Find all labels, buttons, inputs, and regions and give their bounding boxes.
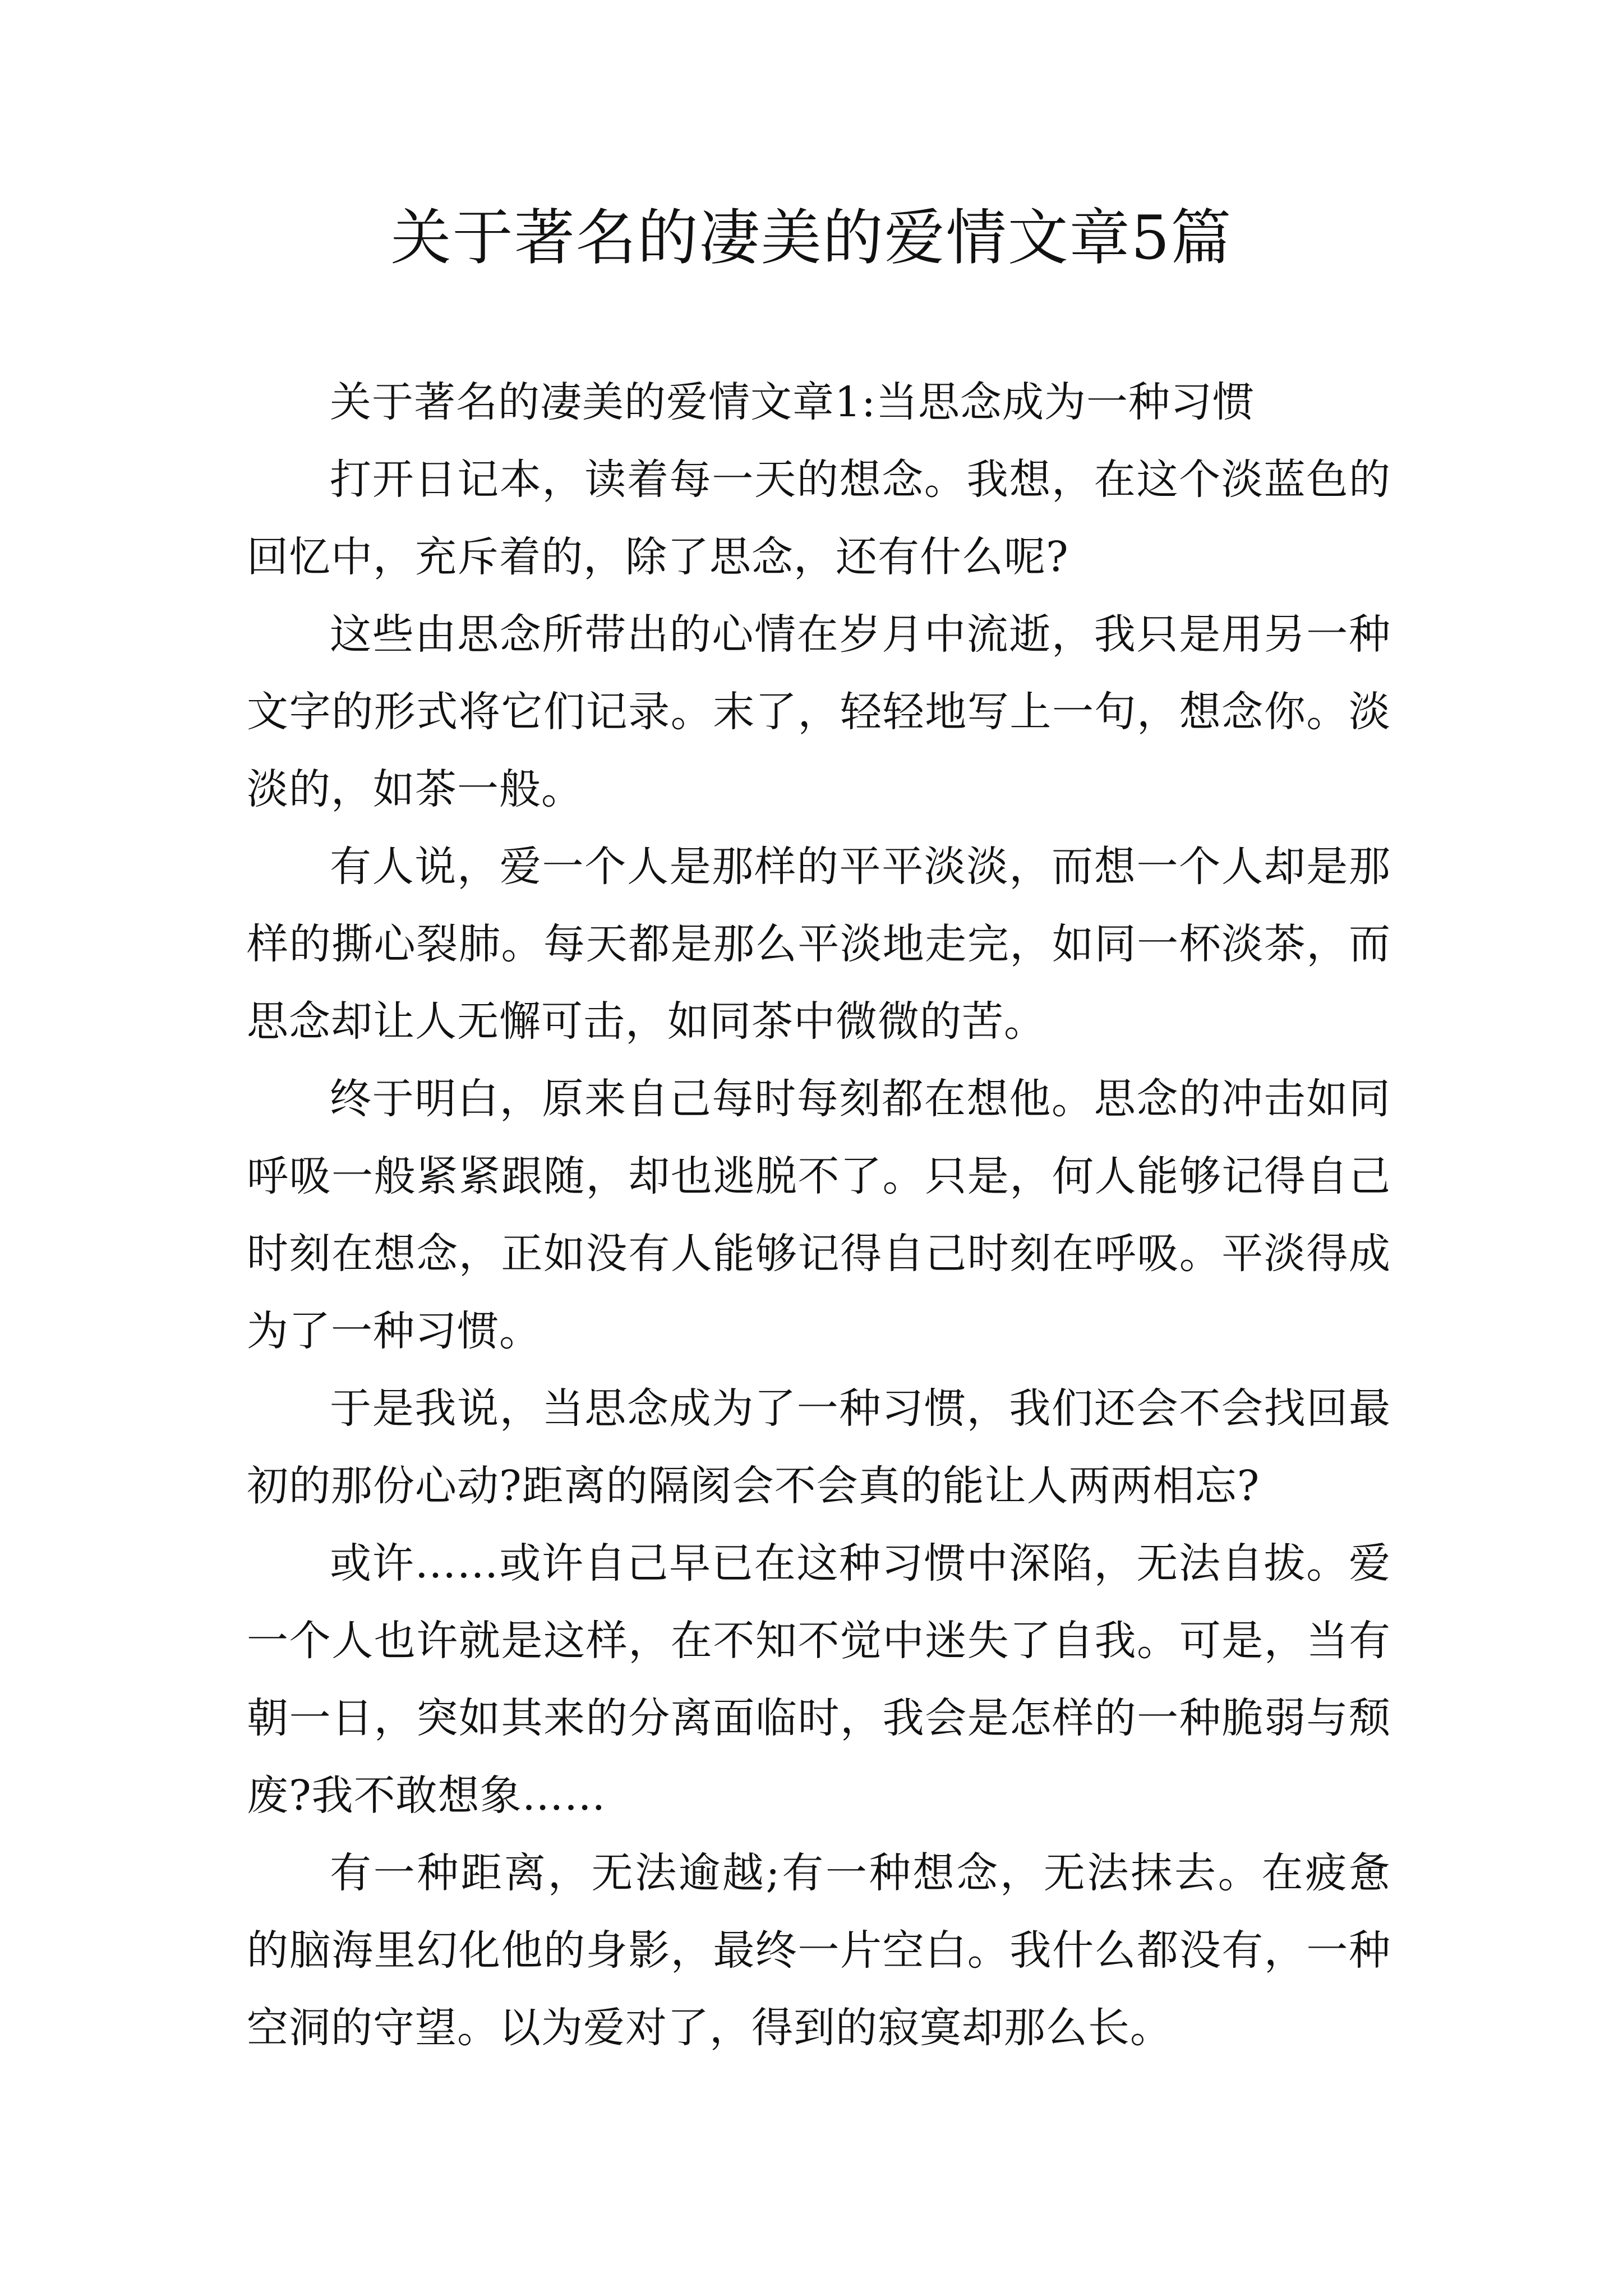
paragraph: 终于明白，原来自己每时每刻都在想他。思念的冲击如同呼吸一般紧紧跟随，却也逃脱不了。只是，何人能够记得自己时刻在想念，正如没有人能够记得自己时刻在呼吸。平淡得成为了一种习惯。 [247,1075,1391,1355]
paragraph: 打开日记本，读着每一天的想念。我想，在这个淡蓝色的回忆中，充斥着的，除了思念，还有什么呢? [247,455,1391,581]
document-body [247,364,1391,2067]
paragraph: 或许……或许自己早已在这种习惯中深陷，无法自拔。爱一个人也许就是这样，在不知不觉中迷失了自我。可是，当有朝一日，突如其来的分离面临时，我会是怎样的一种脆弱与颓废?我不敢想象…… [247,1539,1391,1820]
document-title: 关于著名的凄美的爱情文章5篇 [390,203,1233,273]
paragraph: 于是我说，当思念成为了一种习惯，我们还会不会找回最初的那份心动?距离的隔阂会不会真的能让人两两相忘? [247,1384,1391,1510]
paragraph: 关于著名的凄美的爱情文章1:当思念成为一种习惯 [330,378,1255,426]
paragraph: 有一种距离，无法逾越;有一种想念，无法抹去。在疲惫的脑海里幻化他的身影，最终一片空白。我什么都没有，一种空洞的守望。以为爱对了，得到的寂寞却那么长。 [247,1849,1391,2052]
paragraph: 这些由思念所带出的心情在岁月中流逝，我只是用另一种文字的形式将它们记录。末了，轻轻地写上一句，想念你。淡淡的，如茶一般。 [247,610,1391,813]
paragraph: 有人说，爱一个人是那样的平平淡淡，而想一个人却是那样的撕心裂肺。每天都是那么平淡地走完，如同一杯淡茶，而思念却让人无懈可击，如同茶中微微的苦。 [247,843,1391,1046]
